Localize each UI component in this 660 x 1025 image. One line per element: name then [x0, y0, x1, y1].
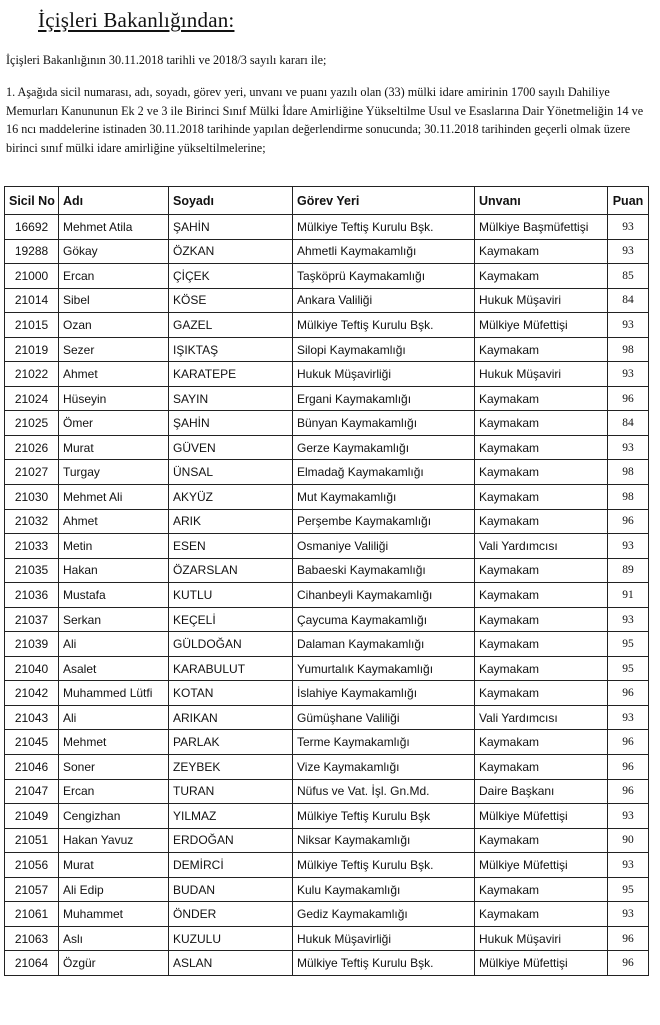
column-header-sicil-no: Sicil No: [5, 187, 59, 215]
soyadi-cell: KÖSE: [169, 288, 293, 313]
table-header-row: [5, 187, 649, 215]
sicil-no-cell: 19288: [5, 239, 59, 264]
puan-cell: 95: [608, 632, 649, 657]
adi-cell: Cengizhan: [59, 804, 169, 829]
table-row: [5, 239, 649, 264]
table-row: [5, 730, 649, 755]
unvani-cell: Hukuk Müşaviri: [475, 288, 608, 313]
gorev-yeri-cell: Ankara Valiliği: [293, 288, 475, 313]
soyadi-cell: ŞAHİN: [169, 411, 293, 436]
gorev-yeri-cell: Çaycuma Kaymakamlığı: [293, 607, 475, 632]
gorev-yeri-cell: Perşembe Kaymakamlığı: [293, 509, 475, 534]
table-row: [5, 853, 649, 878]
sicil-no-cell: 21049: [5, 804, 59, 829]
adi-cell: Ahmet: [59, 362, 169, 387]
puan-cell: 96: [608, 681, 649, 706]
sicil-no-cell: 21047: [5, 779, 59, 804]
soyadi-cell: AKYÜZ: [169, 485, 293, 510]
puan-cell: 96: [608, 779, 649, 804]
unvani-cell: Kaymakam: [475, 607, 608, 632]
sicil-no-cell: 21025: [5, 411, 59, 436]
gorev-yeri-cell: Mülkiye Teftiş Kurulu Bşk.: [293, 853, 475, 878]
puan-cell: 93: [608, 435, 649, 460]
adi-cell: Ali: [59, 632, 169, 657]
sicil-no-cell: 21045: [5, 730, 59, 755]
unvani-cell: Daire Başkanı: [475, 779, 608, 804]
adi-cell: Ali: [59, 705, 169, 730]
unvani-cell: Kaymakam: [475, 730, 608, 755]
soyadi-cell: SAYIN: [169, 386, 293, 411]
table-row: [5, 607, 649, 632]
adi-cell: Mustafa: [59, 583, 169, 608]
unvani-cell: Mülkiye Müfettişi: [475, 853, 608, 878]
sicil-no-cell: 21064: [5, 951, 59, 976]
gorev-yeri-cell: Terme Kaymakamlığı: [293, 730, 475, 755]
adi-cell: Hüseyin: [59, 386, 169, 411]
puan-cell: 96: [608, 730, 649, 755]
gorev-yeri-cell: Ergani Kaymakamlığı: [293, 386, 475, 411]
sicil-no-cell: 21037: [5, 607, 59, 632]
table-row: [5, 583, 649, 608]
sicil-no-cell: 21030: [5, 485, 59, 510]
sicil-no-cell: 21042: [5, 681, 59, 706]
gorev-yeri-cell: Mut Kaymakamlığı: [293, 485, 475, 510]
soyadi-cell: ZEYBEK: [169, 755, 293, 780]
unvani-cell: Vali Yardımcısı: [475, 705, 608, 730]
adi-cell: Mehmet Atila: [59, 215, 169, 240]
sicil-no-cell: 21043: [5, 705, 59, 730]
unvani-cell: Kaymakam: [475, 239, 608, 264]
adi-cell: Aslı: [59, 926, 169, 951]
adi-cell: Asalet: [59, 656, 169, 681]
unvani-cell: Mülkiye Müfettişi: [475, 313, 608, 338]
unvani-cell: Kaymakam: [475, 558, 608, 583]
gorev-yeri-cell: Hukuk Müşavirliği: [293, 362, 475, 387]
sicil-no-cell: 21015: [5, 313, 59, 338]
sicil-no-cell: 21057: [5, 877, 59, 902]
unvani-cell: Mülkiye Başmüfettişi: [475, 215, 608, 240]
gorev-yeri-cell: Osmaniye Valiliği: [293, 534, 475, 559]
adi-cell: Mehmet: [59, 730, 169, 755]
unvani-cell: Kaymakam: [475, 509, 608, 534]
soyadi-cell: ÖZARSLAN: [169, 558, 293, 583]
gorev-yeri-cell: Cihanbeyli Kaymakamlığı: [293, 583, 475, 608]
puan-cell: 95: [608, 877, 649, 902]
adi-cell: Ahmet: [59, 509, 169, 534]
adi-cell: Murat: [59, 853, 169, 878]
promotion-table: [4, 186, 649, 976]
soyadi-cell: TURAN: [169, 779, 293, 804]
adi-cell: Soner: [59, 755, 169, 780]
table-body: [5, 215, 649, 976]
sicil-no-cell: 21000: [5, 264, 59, 289]
column-header-puan: Puan: [608, 187, 649, 215]
table-row: [5, 779, 649, 804]
table-row: [5, 902, 649, 927]
soyadi-cell: PARLAK: [169, 730, 293, 755]
gorev-yeri-cell: Nüfus ve Vat. İşl. Gn.Md.: [293, 779, 475, 804]
table-row: [5, 485, 649, 510]
intro-line: İçişleri Bakanlığının 30.11.2018 tarihli ve 2018/3 sayılı kararı ile;: [6, 53, 327, 67]
table-row: [5, 337, 649, 362]
soyadi-cell: DEMİRCİ: [169, 853, 293, 878]
document-title: İçişleri Bakanlığından:: [38, 8, 235, 32]
puan-cell: 96: [608, 755, 649, 780]
gorev-yeri-cell: Vize Kaymakamlığı: [293, 755, 475, 780]
table-row: [5, 313, 649, 338]
soyadi-cell: YILMAZ: [169, 804, 293, 829]
puan-cell: 93: [608, 705, 649, 730]
gorev-yeri-cell: Mülkiye Teftiş Kurulu Bşk.: [293, 215, 475, 240]
sicil-no-cell: 21036: [5, 583, 59, 608]
puan-cell: 91: [608, 583, 649, 608]
table-row: [5, 460, 649, 485]
puan-cell: 96: [608, 509, 649, 534]
sicil-no-cell: 21063: [5, 926, 59, 951]
gorev-yeri-cell: Niksar Kaymakamlığı: [293, 828, 475, 853]
unvani-cell: Kaymakam: [475, 460, 608, 485]
gorev-yeri-cell: Yumurtalık Kaymakamlığı: [293, 656, 475, 681]
soyadi-cell: GAZEL: [169, 313, 293, 338]
table-row: [5, 288, 649, 313]
soyadi-cell: ŞAHİN: [169, 215, 293, 240]
adi-cell: Ozan: [59, 313, 169, 338]
unvani-cell: Kaymakam: [475, 435, 608, 460]
soyadi-cell: KOTAN: [169, 681, 293, 706]
unvani-cell: Kaymakam: [475, 411, 608, 436]
table-row: [5, 926, 649, 951]
gorev-yeri-cell: Taşköprü Kaymakamlığı: [293, 264, 475, 289]
unvani-cell: Vali Yardımcısı: [475, 534, 608, 559]
table-row: [5, 951, 649, 976]
gorev-yeri-cell: Elmadağ Kaymakamlığı: [293, 460, 475, 485]
puan-cell: 93: [608, 902, 649, 927]
adi-cell: Ercan: [59, 779, 169, 804]
sicil-no-cell: 21014: [5, 288, 59, 313]
sicil-no-cell: 21026: [5, 435, 59, 460]
adi-cell: Ömer: [59, 411, 169, 436]
unvani-cell: Kaymakam: [475, 337, 608, 362]
sicil-no-cell: 21027: [5, 460, 59, 485]
gorev-yeri-cell: Dalaman Kaymakamlığı: [293, 632, 475, 657]
puan-cell: 95: [608, 656, 649, 681]
puan-cell: 89: [608, 558, 649, 583]
puan-cell: 93: [608, 215, 649, 240]
sicil-no-cell: 21022: [5, 362, 59, 387]
gorev-yeri-cell: İslahiye Kaymakamlığı: [293, 681, 475, 706]
table-row: [5, 411, 649, 436]
decision-paragraph: 1. Aşağıda sicil numarası, adı, soyadı, görev yeri, unvanı ve puanı yazılı olan (33) mülki idare amirinin 1700 sayılı Dahiliye Memurları Kanununun Ek 2 ve 3 ile Birinci Sınıf Mülki İdare Amirliğine Yükseltilme Usul ve Esaslarına Dair Yönetmeliğin 14 ve 16 ncı maddelerine istinaden 30.11.2018 tarihinde yapılan değerlendirme sonucunda; 30.11.2018 tarihinden geçerli olmak üzere birinci sınıf mülki idare amirliğine yükseltilmelerine;: [6, 85, 644, 155]
gorev-yeri-cell: Gerze Kaymakamlığı: [293, 435, 475, 460]
soyadi-cell: ARIKAN: [169, 705, 293, 730]
puan-cell: 93: [608, 313, 649, 338]
adi-cell: Mehmet Ali: [59, 485, 169, 510]
soyadi-cell: KUZULU: [169, 926, 293, 951]
soyadi-cell: KEÇELİ: [169, 607, 293, 632]
adi-cell: Ali Edip: [59, 877, 169, 902]
gorev-yeri-cell: Mülkiye Teftiş Kurulu Bşk.: [293, 313, 475, 338]
table-row: [5, 828, 649, 853]
adi-cell: Turgay: [59, 460, 169, 485]
table-row: [5, 632, 649, 657]
gorev-yeri-cell: Bünyan Kaymakamlığı: [293, 411, 475, 436]
unvani-cell: Kaymakam: [475, 902, 608, 927]
puan-cell: 93: [608, 607, 649, 632]
table-row: [5, 435, 649, 460]
unvani-cell: Kaymakam: [475, 656, 608, 681]
unvani-cell: Hukuk Müşaviri: [475, 362, 608, 387]
gorev-yeri-cell: Ahmetli Kaymakamlığı: [293, 239, 475, 264]
soyadi-cell: BUDAN: [169, 877, 293, 902]
adi-cell: Gökay: [59, 239, 169, 264]
adi-cell: Hakan Yavuz: [59, 828, 169, 853]
puan-cell: 93: [608, 534, 649, 559]
gorev-yeri-cell: Babaeski Kaymakamlığı: [293, 558, 475, 583]
sicil-no-cell: 21061: [5, 902, 59, 927]
puan-cell: 96: [608, 926, 649, 951]
sicil-no-cell: 21032: [5, 509, 59, 534]
column-header-soyadi: Soyadı: [169, 187, 293, 215]
gorev-yeri-cell: Mülkiye Teftiş Kurulu Bşk.: [293, 951, 475, 976]
gorev-yeri-cell: Gümüşhane Valiliği: [293, 705, 475, 730]
adi-cell: Ercan: [59, 264, 169, 289]
soyadi-cell: ARIK: [169, 509, 293, 534]
unvani-cell: Kaymakam: [475, 264, 608, 289]
unvani-cell: Kaymakam: [475, 877, 608, 902]
unvani-cell: Kaymakam: [475, 583, 608, 608]
unvani-cell: Hukuk Müşaviri: [475, 926, 608, 951]
puan-cell: 84: [608, 411, 649, 436]
soyadi-cell: ASLAN: [169, 951, 293, 976]
puan-cell: 93: [608, 804, 649, 829]
soyadi-cell: KARABULUT: [169, 656, 293, 681]
sicil-no-cell: 21040: [5, 656, 59, 681]
soyadi-cell: GÜLDOĞAN: [169, 632, 293, 657]
table-row: [5, 681, 649, 706]
column-header-adi: Adı: [59, 187, 169, 215]
puan-cell: 93: [608, 362, 649, 387]
table-row: [5, 877, 649, 902]
unvani-cell: Mülkiye Müfettişi: [475, 804, 608, 829]
gorev-yeri-cell: Gediz Kaymakamlığı: [293, 902, 475, 927]
sicil-no-cell: 21033: [5, 534, 59, 559]
table-row: [5, 656, 649, 681]
puan-cell: 96: [608, 951, 649, 976]
sicil-no-cell: 21039: [5, 632, 59, 657]
gorev-yeri-cell: Mülkiye Teftiş Kurulu Bşk: [293, 804, 475, 829]
sicil-no-cell: 16692: [5, 215, 59, 240]
column-header-gorev-yeri: Görev Yeri: [293, 187, 475, 215]
gorev-yeri-cell: Silopi Kaymakamlığı: [293, 337, 475, 362]
adi-cell: Murat: [59, 435, 169, 460]
adi-cell: Sezer: [59, 337, 169, 362]
soyadi-cell: GÜVEN: [169, 435, 293, 460]
soyadi-cell: ÖZKAN: [169, 239, 293, 264]
puan-cell: 90: [608, 828, 649, 853]
puan-cell: 85: [608, 264, 649, 289]
table-row: [5, 558, 649, 583]
table-row: [5, 804, 649, 829]
unvani-cell: Kaymakam: [475, 828, 608, 853]
sicil-no-cell: 21024: [5, 386, 59, 411]
column-header-unvani: Unvanı: [475, 187, 608, 215]
puan-cell: 93: [608, 853, 649, 878]
sicil-no-cell: 21051: [5, 828, 59, 853]
puan-cell: 93: [608, 239, 649, 264]
gorev-yeri-cell: Kulu Kaymakamlığı: [293, 877, 475, 902]
table-row: [5, 755, 649, 780]
soyadi-cell: ESEN: [169, 534, 293, 559]
sicil-no-cell: 21035: [5, 558, 59, 583]
gorev-yeri-cell: Hukuk Müşavirliği: [293, 926, 475, 951]
adi-cell: Muhammed Lütfi: [59, 681, 169, 706]
puan-cell: 84: [608, 288, 649, 313]
unvani-cell: Kaymakam: [475, 485, 608, 510]
puan-cell: 98: [608, 460, 649, 485]
soyadi-cell: ÖNDER: [169, 902, 293, 927]
adi-cell: Sibel: [59, 288, 169, 313]
sicil-no-cell: 21046: [5, 755, 59, 780]
unvani-cell: Kaymakam: [475, 681, 608, 706]
table-row: [5, 386, 649, 411]
table-row: [5, 705, 649, 730]
adi-cell: Muhammet: [59, 902, 169, 927]
unvani-cell: Kaymakam: [475, 755, 608, 780]
adi-cell: Özgür: [59, 951, 169, 976]
adi-cell: Metin: [59, 534, 169, 559]
adi-cell: Hakan: [59, 558, 169, 583]
soyadi-cell: KARATEPE: [169, 362, 293, 387]
soyadi-cell: ÇİÇEK: [169, 264, 293, 289]
soyadi-cell: IŞIKTAŞ: [169, 337, 293, 362]
unvani-cell: Mülkiye Müfettişi: [475, 951, 608, 976]
table-row: [5, 509, 649, 534]
table-row: [5, 215, 649, 240]
unvani-cell: Kaymakam: [475, 632, 608, 657]
sicil-no-cell: 21019: [5, 337, 59, 362]
soyadi-cell: ERDOĞAN: [169, 828, 293, 853]
sicil-no-cell: 21056: [5, 853, 59, 878]
unvani-cell: Kaymakam: [475, 386, 608, 411]
soyadi-cell: ÜNSAL: [169, 460, 293, 485]
table-row: [5, 264, 649, 289]
table-row: [5, 534, 649, 559]
puan-cell: 96: [608, 386, 649, 411]
soyadi-cell: KUTLU: [169, 583, 293, 608]
adi-cell: Serkan: [59, 607, 169, 632]
table-row: [5, 362, 649, 387]
puan-cell: 98: [608, 485, 649, 510]
puan-cell: 98: [608, 337, 649, 362]
